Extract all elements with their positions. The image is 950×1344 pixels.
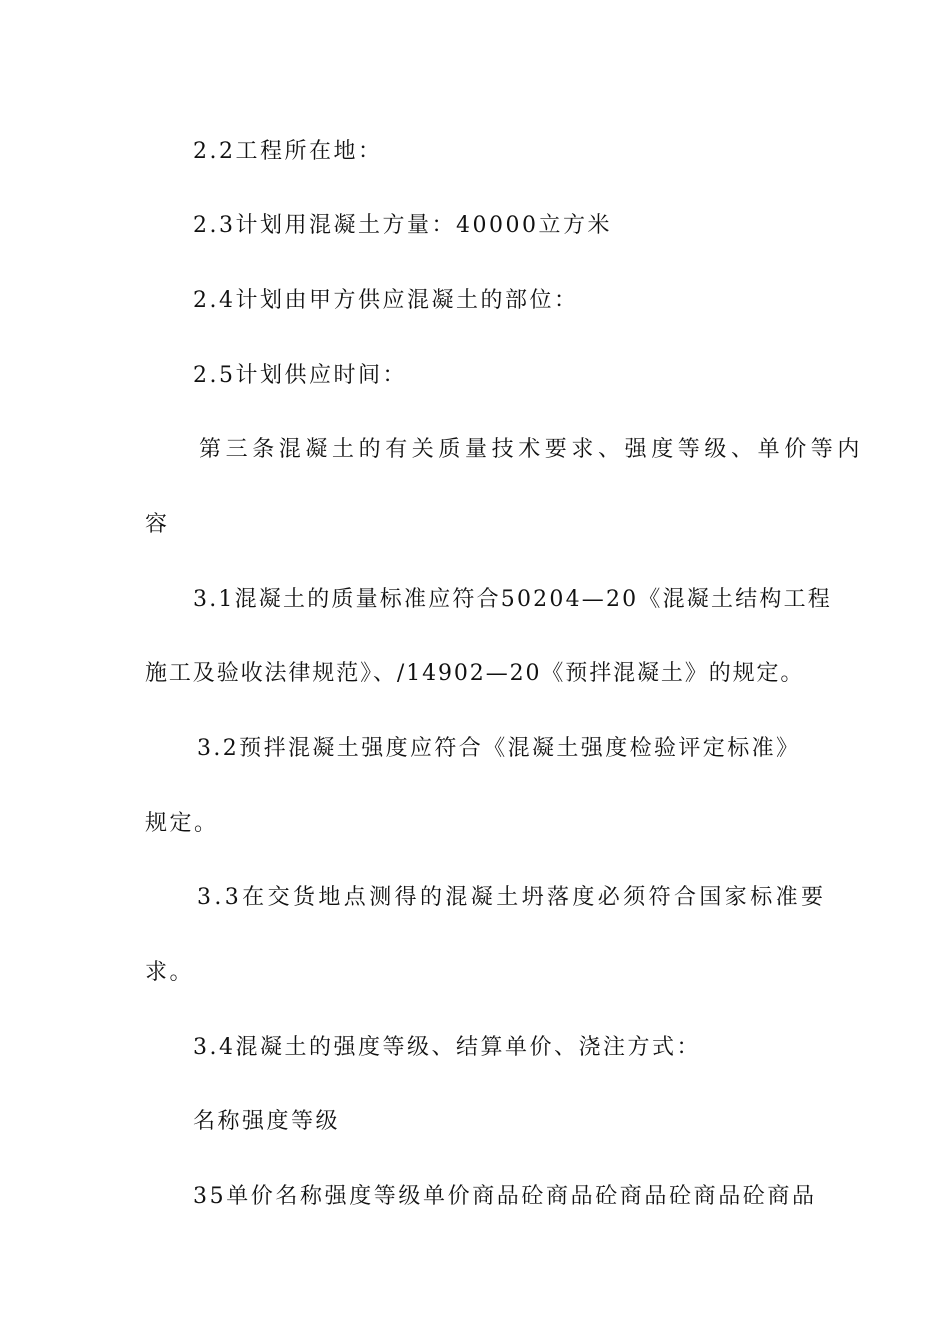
text-line-continuation: 规定。 [145,811,219,836]
text-line-continuation: 施工及验收法律规范》、/14902—20《预拌混凝土》的规定。 [145,661,805,686]
text-line: 35单价名称强度等级单价商品砼商品砼商品砼商品砼商品 [193,1184,817,1209]
text-line: 2.2工程所在地： [193,139,383,164]
text-line: 3.2预拌混凝土强度应符合《混凝土强度检验评定标准》 [197,736,801,761]
section-heading-continuation: 容 [145,512,170,537]
text-line: 2.3计划用混凝土方量：40000立方米 [193,213,612,238]
text-line: 2.5计划供应时间： [193,363,407,388]
section-heading: 第三条混凝土的有关质量技术要求、强度等级、单价等内 [199,437,865,462]
text-line: 3.1混凝土的质量标准应符合50204—20《混凝土结构工程 [193,587,832,612]
text-line: 3.4混凝土的强度等级、结算单价、浇注方式： [193,1035,701,1060]
text-line-continuation: 求。 [145,960,195,985]
text-line: 3.3在交货地点测得的混凝土坍落度必须符合国家标准要 [197,885,827,910]
text-line: 名称强度等级 [193,1109,341,1134]
text-line: 2.4计划由甲方供应混凝土的部位： [193,288,579,313]
